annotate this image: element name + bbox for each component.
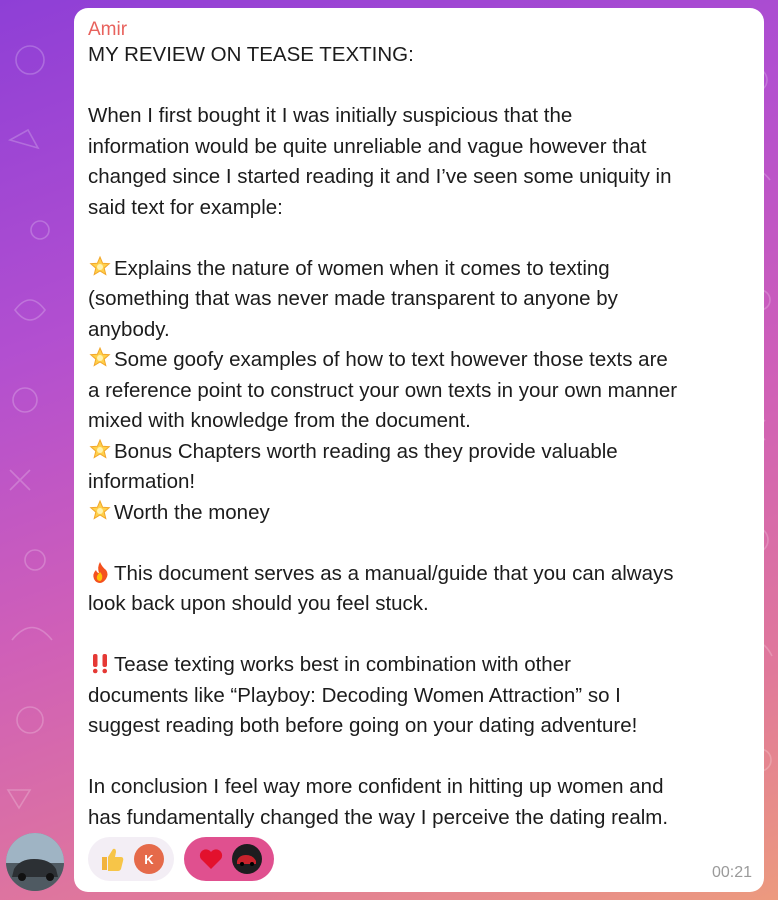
star-icon (88, 440, 114, 463)
sender-avatar[interactable] (6, 833, 64, 891)
message-line: This document serves as a manual/guide that you can always (88, 559, 750, 590)
fire-icon (88, 562, 114, 585)
message-line: mixed with knowledge from the document. (88, 409, 471, 432)
star-icon (88, 348, 114, 371)
message-line: Bonus Chapters worth reading as they provide valuable (88, 437, 750, 468)
message-line: look back upon should you feel stuck. (88, 592, 429, 615)
reactor-avatar-k (134, 844, 164, 874)
reactor-avatar-car (232, 844, 262, 874)
message-line: has fundamentally changed the way I perceive the dating realm. (88, 805, 669, 829)
blank-line (88, 223, 750, 254)
message-line: (something that was never made transparent to anyone by (88, 287, 618, 310)
blank-line (88, 620, 750, 651)
message-line: MY REVIEW ON TEASE TEXTING: (88, 43, 414, 66)
message-line: Tease texting works best in combination with other (88, 650, 750, 681)
star-icon (88, 257, 114, 280)
message-line: information! (88, 470, 196, 493)
blank-line (88, 71, 750, 102)
message-text (88, 40, 750, 833)
sender-name[interactable]: Amir (88, 19, 128, 40)
blank-line (88, 528, 750, 559)
message-line: Explains the nature of women when it comes to texting (88, 254, 750, 285)
reaction-heart[interactable] (184, 837, 274, 881)
message-line: Worth the money (88, 498, 750, 529)
star-icon (88, 501, 114, 524)
message-line: documents like “Playboy: Decoding Women Attraction” so I (88, 683, 621, 707)
message-line: changed since I started reading it and I’ve seen some uniquity in (88, 165, 672, 188)
message-line: Some goofy examples of how to text however those texts are (88, 345, 750, 376)
car-avatar-icon (236, 852, 258, 866)
message-time: 00:21 (711, 864, 752, 881)
message-bubble[interactable] (74, 8, 764, 892)
reaction-thumbs-up[interactable] (88, 837, 174, 881)
message-line: a reference point to construct your own texts in your own manner (88, 378, 678, 402)
blank-line (88, 742, 750, 773)
reactor-initial: K (144, 851, 154, 867)
message-line: In conclusion I feel way more confident in hitting up women and (88, 775, 664, 798)
message-line: suggest reading both before going on your dating adventure! (88, 714, 638, 737)
heart-icon (198, 846, 224, 872)
message-line: anybody. (88, 317, 170, 341)
car-photo-icon (6, 833, 64, 891)
message-line: information would be quite unreliable and vague however that (88, 134, 647, 158)
message-line: When I first bought it I was initially suspicious that the (88, 104, 573, 127)
reactions-bar (88, 837, 274, 881)
message-line: said text for example: (88, 195, 283, 219)
double-exclamation-icon (88, 653, 114, 676)
thumbs-up-icon (98, 845, 126, 873)
